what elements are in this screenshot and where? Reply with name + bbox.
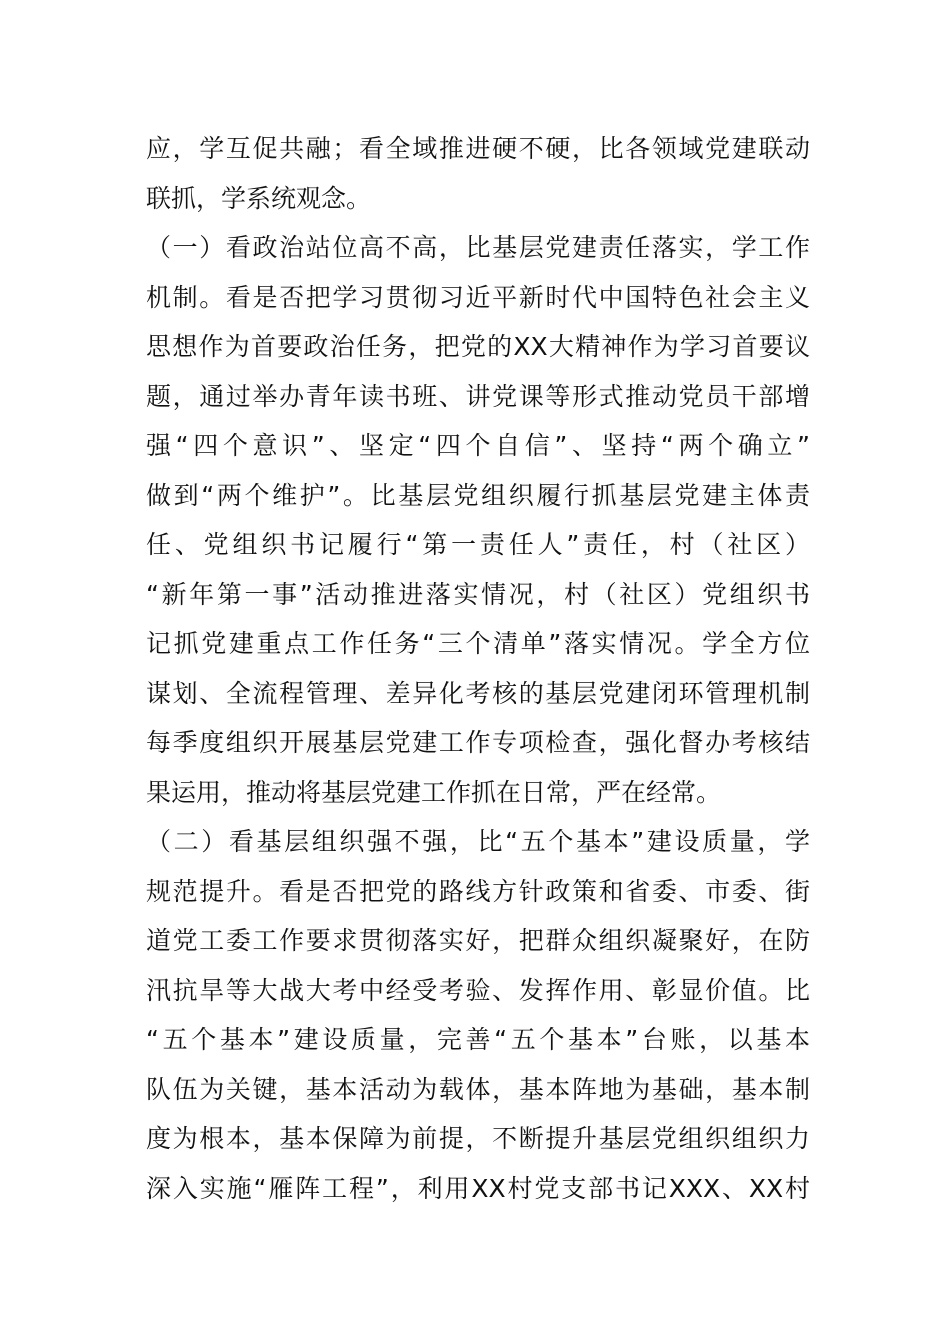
text-line: 思想作为首要政治任务，把党的XX大精神作为学习首要议 [146,332,810,361]
text-line: 应，学互促共融；看全域推进硬不硬，比各领域党建联动 [146,134,810,163]
text-line: 联抓，学系统观念。 [146,183,372,213]
text-line: “新年第一事”活动推进落实情况，村（社区）党组织书 [146,579,810,609]
text-line: 任、党组织书记履行“第一责任人”责任，村（社区） [146,530,810,559]
text-line: 队伍为关键，基本活动为载体，基本阵地为基础，基本制 [146,1074,810,1104]
text-line: 果运用，推动将基层党建工作抓在日常，严在经常。 [146,777,722,807]
text-line: “五个基本”建设质量，完善“五个基本”台账，以基本 [146,1025,810,1054]
text-line: 深入实施“雁阵工程”，利用XX村党支部书记XXX、XX村 [146,1173,810,1203]
text-line: 记抓党建重点工作任务“三个清单”落实情况。学全方位 [146,629,810,658]
text-line: 强“四个意识”、坚定“四个自信”、坚持“两个确立” [146,431,810,460]
text-line: 机制。看是否把学习贯彻习近平新时代中国特色社会主义 [146,282,810,312]
text-line: （二）看基层组织强不强，比“五个基本”建设质量，学 [146,827,810,856]
text-line: 规范提升。看是否把党的路线方针政策和省委、市委、街 [146,876,810,906]
text-line: 谋划、全流程管理、差异化考核的基层党建闭环管理机制 [146,678,810,708]
text-line: 度为根本，基本保障为前提，不断提升基层党组织组织力 [146,1124,810,1153]
text-line: 每季度组织开展基层党建工作专项检查，强化督办考核结 [146,728,810,757]
text-line: 题，通过举办青年读书班、讲党课等形式推动党员干部增 [146,381,810,411]
body-text [146,124,810,1213]
text-line: 道党工委工作要求贯彻落实好，把群众组织凝聚好，在防 [146,926,810,955]
text-line: （一）看政治站位高不高，比基层党建责任落实，学工作 [146,233,810,262]
text-line: 做到“两个维护”。比基层党组织履行抓基层党建主体责 [146,480,810,510]
text-line: 汛抗旱等大战大考中经受考验、发挥作用、彰显价值。比 [146,975,810,1005]
